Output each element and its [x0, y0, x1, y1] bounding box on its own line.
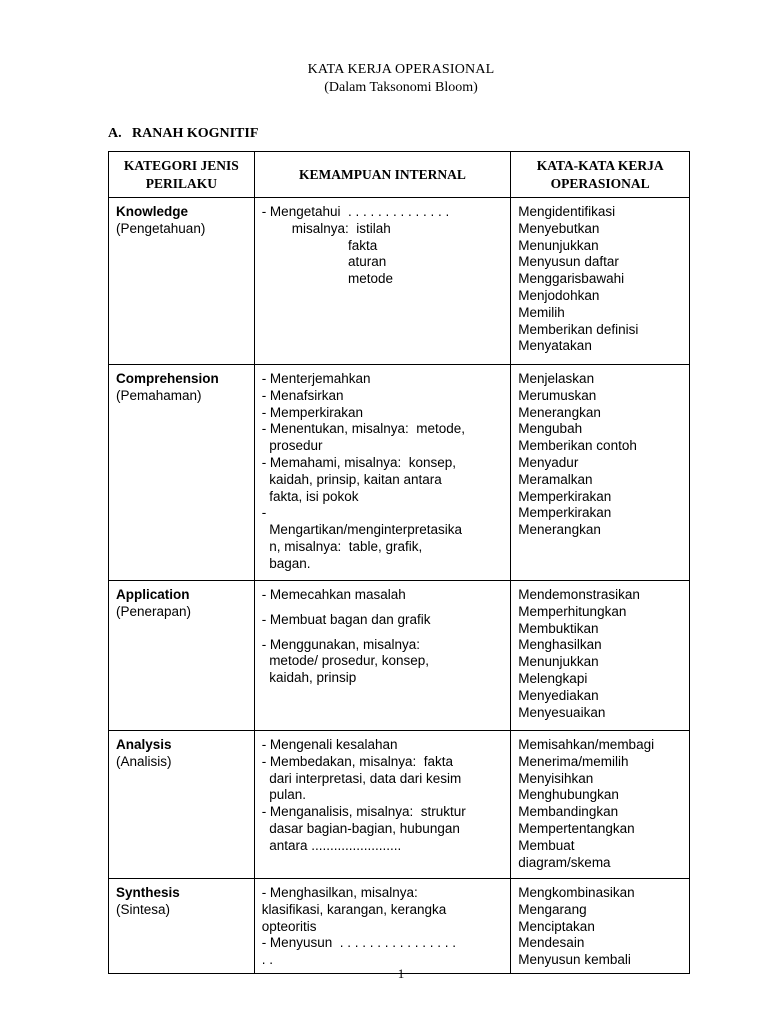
table-row — [109, 879, 690, 974]
table-row — [109, 731, 690, 879]
verb-item: Mendesain — [518, 935, 585, 951]
ability-item: fakta — [261, 237, 378, 253]
ability-item: - Memecahkan masalah — [261, 587, 406, 602]
verb-item: Memberikan definisi — [518, 321, 639, 337]
header-ability: KEMAMPUAN INTERNAL — [254, 152, 511, 198]
document-subtitle: (Dalam Taksonomi Bloom) — [324, 80, 478, 95]
verb-cell — [511, 365, 690, 581]
section-heading — [108, 126, 258, 142]
verb-item: Memperkirakan — [518, 488, 612, 504]
ability-cell — [254, 731, 511, 879]
section-number: A. — [108, 126, 122, 141]
category-name: Comprehension — [116, 371, 219, 386]
ability-item: - Menentukan, misalnya: metode, prosedur — [261, 421, 466, 454]
verb-item: Melengkapi — [518, 670, 588, 686]
verb-item: Membuat — [518, 837, 575, 853]
verb-item: Mengidentifikasi — [518, 204, 616, 219]
verb-item: Menyesuaikan — [518, 704, 606, 720]
category-name: Application — [116, 587, 190, 602]
ability-item: - Menganalisis, misalnya: struktur dasar bagian-bagian, hubungan antara ........................ — [261, 804, 466, 853]
verb-item: Menunjukkan — [518, 654, 599, 670]
category-cell — [109, 365, 255, 581]
table-header-row — [109, 152, 690, 198]
verb-item: Menyadur — [518, 454, 579, 470]
document-title: KATA KERJA OPERASIONAL — [307, 62, 495, 77]
ability-item: - Menggunakan, misalnya: metode/ prosedur, konsep, kaidah, prinsip — [261, 636, 430, 686]
verb-item: Memisahkan/membagi — [518, 737, 655, 752]
ability-item: - Menghasilkan, misalnya: klasifikasi, karangan, kerangka opteoritis — [261, 885, 447, 934]
ability-cell — [254, 198, 511, 365]
verb-item: Menyusun kembali — [518, 952, 631, 968]
verb-item: Menyisihkan — [518, 770, 594, 786]
ability-item: - Mengartikan/menginterpretasika n, misalnya: table, grafik, bagan. — [261, 505, 463, 571]
ability-item: metode — [261, 271, 393, 287]
verb-item: diagram/skema — [518, 854, 611, 870]
ability-cell — [254, 365, 511, 581]
category-translation: (Pemahaman) — [116, 387, 202, 403]
category-cell — [109, 731, 255, 879]
ability-item: - Memperkirakan — [261, 404, 363, 420]
table-row — [109, 198, 690, 365]
ability-item: aturan — [261, 254, 387, 270]
header-verbs: KATA-KATA KERJA OPERASIONAL — [511, 152, 690, 198]
ability-item: - Menafsirkan — [261, 387, 344, 403]
verb-item: Menerangkan — [518, 522, 601, 538]
ability-item: - Mengetahui . . . . . . . . . . . . . . — [261, 204, 450, 219]
verb-cell — [511, 581, 690, 731]
verb-item: Menyediakan — [518, 687, 599, 703]
verb-item: Menerima/memilih — [518, 753, 629, 769]
table-row — [109, 365, 690, 581]
category-cell — [109, 581, 255, 731]
verb-item: Mendemonstrasikan — [518, 587, 640, 602]
verb-item: Merumuskan — [518, 387, 597, 403]
verb-item: Mengarang — [518, 901, 587, 917]
verb-table — [108, 151, 690, 974]
ability-item: - Menterjemahkan — [261, 371, 371, 386]
verb-item: Menerangkan — [518, 404, 601, 420]
verb-item: Memperkirakan — [518, 505, 612, 521]
header-category: KATEGORI JENIS PERILAKU — [109, 152, 255, 198]
verb-item: Menghubungkan — [518, 787, 619, 803]
verb-item: Menciptakan — [518, 918, 595, 934]
verb-item: Mengkombinasikan — [518, 885, 635, 900]
verb-cell — [511, 731, 690, 879]
category-name: Knowledge — [116, 204, 189, 219]
ability-item: - Membuat bagan dan grafik — [261, 611, 431, 627]
verb-item: Mengubah — [518, 421, 583, 437]
verb-item: Meramalkan — [518, 471, 593, 487]
verb-item: Mempertentangkan — [518, 820, 635, 836]
verb-item: Menggarisbawahi — [518, 271, 625, 287]
verb-item: Membuktikan — [518, 620, 599, 636]
verb-cell — [511, 879, 690, 974]
table-row — [109, 581, 690, 731]
verb-item: Menyebutkan — [518, 220, 600, 236]
ability-item: - Membedakan, misalnya: fakta dari interpretasi, data dari kesim pulan. — [261, 753, 462, 803]
table-body — [109, 198, 690, 974]
verb-item: Menjelaskan — [518, 371, 595, 386]
category-translation: (Penerapan) — [116, 603, 192, 619]
ability-item: - Memahami, misalnya: konsep, kaidah, prinsip, kaitan antara fakta, isi pokok — [261, 454, 457, 504]
category-cell — [109, 879, 255, 974]
page-number: 1 — [397, 966, 405, 981]
category-name: Synthesis — [116, 885, 180, 900]
ability-cell — [254, 581, 511, 731]
verb-cell — [511, 198, 690, 365]
verb-item: Memilih — [518, 304, 565, 320]
category-cell — [109, 198, 255, 365]
ability-cell — [254, 879, 511, 974]
category-name: Analysis — [116, 737, 172, 752]
ability-item: - Mengenali kesalahan — [261, 737, 398, 752]
verb-item: Menjodohkan — [518, 287, 600, 303]
verb-item: Menyatakan — [518, 338, 592, 354]
category-translation: (Analisis) — [116, 753, 172, 769]
section-label: RANAH KOGNITIF — [132, 126, 259, 141]
verb-item: Menghasilkan — [518, 637, 602, 653]
verb-item: Memberikan contoh — [518, 438, 637, 454]
ability-item: - Menyusun . . . . . . . . . . . . . . . . . . — [261, 935, 456, 968]
category-translation: (Sintesa) — [116, 901, 171, 917]
verb-item: Memperhitungkan — [518, 603, 627, 619]
verb-item: Membandingkan — [518, 804, 619, 820]
verb-item: Menunjukkan — [518, 237, 599, 253]
verb-item: Menyusun daftar — [518, 254, 619, 270]
category-translation: (Pengetahuan) — [116, 220, 206, 236]
ability-item: misalnya: istilah — [261, 220, 391, 236]
